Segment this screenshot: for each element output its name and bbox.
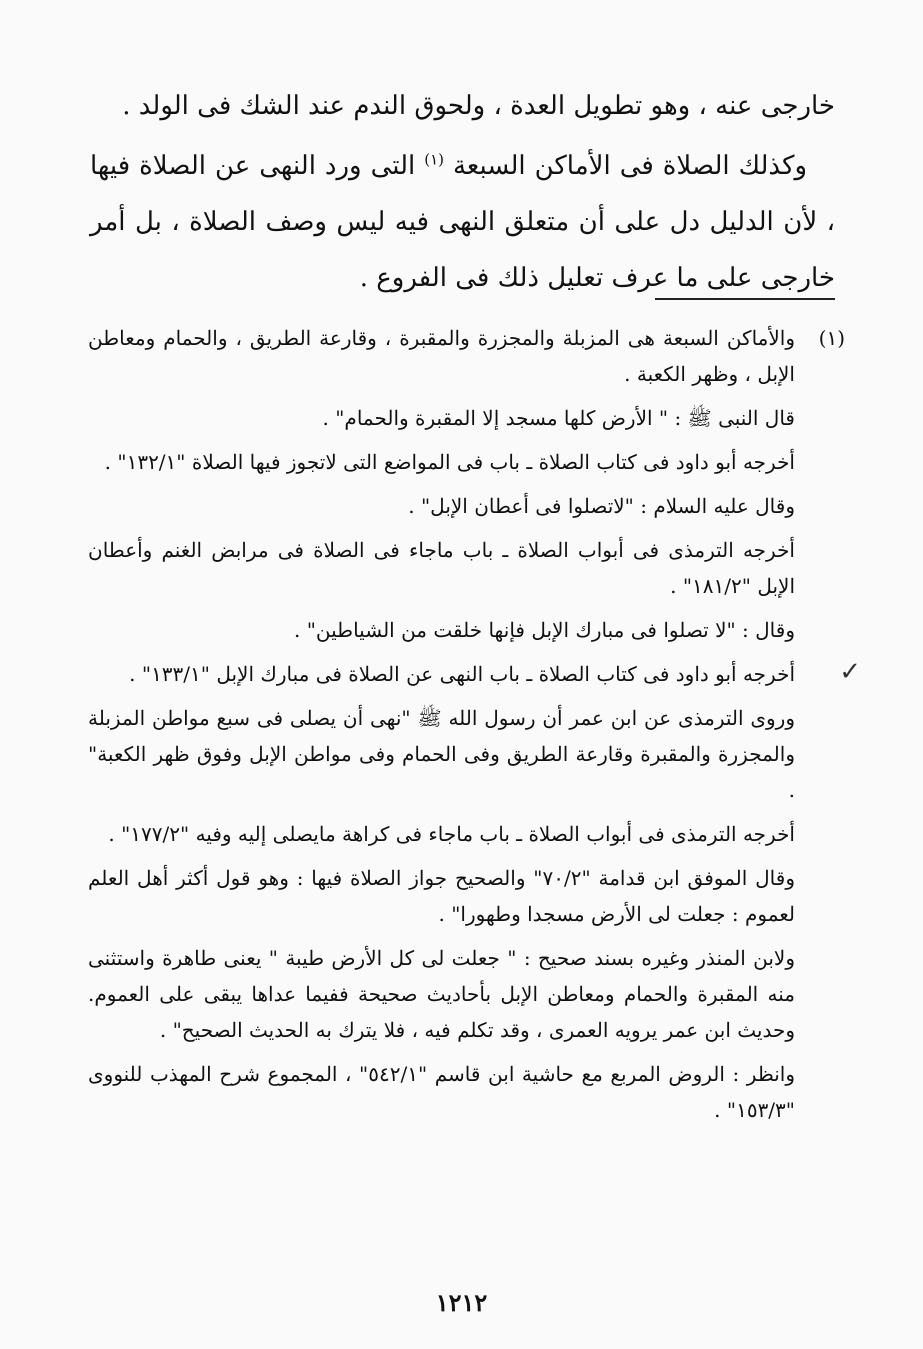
footnote-reference: (١) xyxy=(424,150,444,169)
footnote-number: (١) xyxy=(818,326,845,350)
footnote-paragraph: وقال : "لا تصلوا فى مبارك الإبل فإنها خلقت من الشياطين" . xyxy=(294,618,795,642)
footnote-paragraph: والأماكن السبعة هى المزبلة والمجزرة والمقبرة ، وقارعة الطريق ، والحمام ومعاطن الإبل ، وظهر الكعبة . xyxy=(88,326,795,386)
footnote-paragraph: وقال عليه السلام : "لاتصلوا فى أعطان الإبل" . xyxy=(408,494,795,518)
margin-check-icon: ✓ xyxy=(839,657,861,687)
footnotes xyxy=(88,320,845,1144)
page-number: ١٢١٢ xyxy=(435,1288,488,1317)
footnote-paragraph: وروى الترمذى عن ابن عمر أن رسول الله ﷺ "نهى أن يصلى فى سبع مواطن المزبلة والمجزرة والمقبرة وقارعة الطريق وفى الحمام وفى مواطن الإبل وفوق ظهر الكعبة" . xyxy=(88,706,795,802)
main-paragraph-2-start: وكذلك الصلاة فى الأماكن السبعة xyxy=(452,151,807,181)
main-paragraph-1: خارجى عنه ، وهو تطويل العدة ، ولحوق الندم عند الشك فى الولد . xyxy=(122,91,835,121)
footnote-paragraph: ولابن المنذر وغيره بسند صحيح : " جعلت لى كل الأرض طيبة " يعنى طاهرة واستثنى منه المقبرة والحمام ومعاطن الإبل بأحاديث صحيحة ففيما عداها يبقى على العموم. وحديث ابن عمر يرويه العمرى ، وقد تكلم فيه ، فلا يترك به الحديث الصحيح" . xyxy=(88,946,795,1042)
main-paragraph-2 xyxy=(90,138,835,306)
footnote-paragraph: أخرجه الترمذى فى أبواب الصلاة ـ باب ماجاء فى كراهة مايصلى إليه وفيه "١٧٧/٢" . xyxy=(108,822,795,846)
footnote-paragraph: أخرجه الترمذى فى أبواب الصلاة ـ باب ماجاء فى الصلاة فى مرابض الغنم وأعطان الإبل "١٨١/٢" . xyxy=(88,538,795,598)
footnote-paragraph: أخرجه أبو داود فى كتاب الصلاة ـ باب فى المواضع التى لاتجوز فيها الصلاة "١٣٢/١" . xyxy=(104,450,795,474)
main-text xyxy=(90,78,835,306)
footnote-paragraph: قال النبى ﷺ : " الأرض كلها مسجد إلا المقبرة والحمام" . xyxy=(322,406,795,430)
footnote-paragraph: وقال الموفق ابن قدامة "٧٠/٢" والصحيح جواز الصلاة فيها : وهو قول أكثر أهل العلم لعموم : جعلت لى الأرض مسجدا وطهورا" . xyxy=(88,866,795,926)
footnote-paragraph: أخرجه أبو داود فى كتاب الصلاة ـ باب النهى عن الصلاة فى مبارك الإبل "١٣٣/١" . xyxy=(129,662,795,686)
footnote-1 xyxy=(88,320,845,1136)
footnote-divider xyxy=(655,298,835,300)
main-paragraph-2-end: التى ورد النهى عن الصلاة فيها ، لأن الدليل دل على أن متعلق النهى فيه ليس وصف الصلاة ، بل أمر خارجى على ما عرف تعليل ذلك فى الفروع . xyxy=(90,151,835,293)
footnote-paragraph: وانظر : الروض المربع مع حاشية ابن قاسم "٥٤٢/١" ، المجموع شرح المهذب للنووى "١٥٣/٣" . xyxy=(88,1062,796,1122)
footnote-body xyxy=(88,320,795,1136)
